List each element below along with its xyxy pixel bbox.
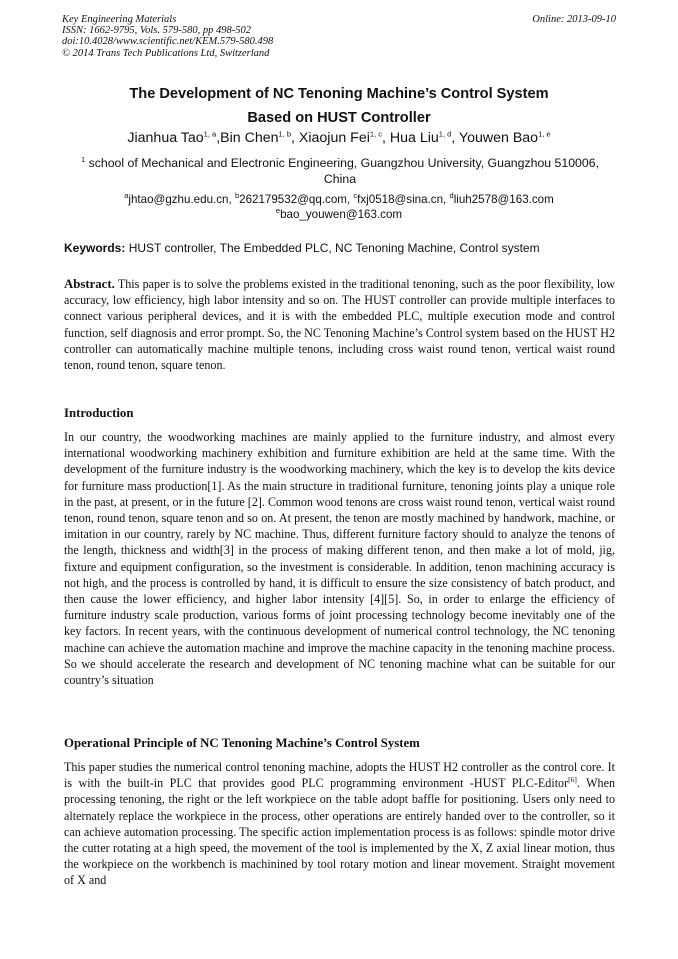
introduction-text: In our country, the woodworking machines are mainly applied to the furniture industry, and almost every international woodworking machinery exhibition and furniture exhibition are held at the same time. With the development of the furniture industry is the woodworking machinery, which the key is to develop the kits device for furniture mass production[1]. As the main structure in traditional furniture, tenoning joints play a unique role in the past, at present, or in the future [2]. Common wood tenons are cross waist round tenon, vertical waist round tenon, round tenon, square tenon and so on. At present, the tenon are mostly machined by handwork, machine, or imitation in our country, rarely by NC machine. Thus, different furniture factory should to analyze the tenons of the length, thickness and width[3] in the process of making different tenon, and then make a lot of mold, jig, fixture and equipment configuration, so the investment is considerable. In addition, tenon machining accuracy is not high, and the process is controlled by hand, it is difficult to ensure the size consistency of batch product, and then cause the lower efficiency, and higher labor intensity [4][5]. So, in order to enlarge the efficiency of furniture industry scale production, various forms of joint processing technology become inevitably one of the key factors. In recent years, with the continuous development of numerical control technology, the NC tenoning machine can achieve the automation machine and improve the machine capacity in the tenoning machine process. So we should accelerate the research and development of NC tenoning machine what can be suitable for our country’s situation — [64, 430, 615, 688]
author-name: , Xiaojun Fei — [291, 130, 370, 146]
abstract — [64, 276, 615, 373]
affiliation-marker: 1 — [80, 154, 86, 164]
author-name: , Youwen Bao — [451, 130, 539, 146]
affiliation — [70, 155, 610, 187]
email-entry — [124, 193, 231, 206]
operational-principle-text — [64, 759, 615, 889]
keywords-label: Keywords: — [64, 241, 126, 255]
operational-principle-heading: Operational Principle of NC Tenoning Machine’s Control System — [64, 736, 420, 750]
abstract-text: This paper is to solve the problems existed in the traditional tenoning, such as the poor flexibility, low accuracy, low efficiency, high labor intensity and so on. The HUST controller can provide multiple interfaces to connect various peripheral devices, and it is with the embedded PLC, multiple execution mode and control function, self diagnosis and error prompt. So, the NC Tenoning Machine’s Control system based on the HUST H2 controller can automatically machine multiple tenons, including cross waist round tenon, vertical waist round tenon, round tenon, square tenon. — [64, 277, 615, 373]
email-entry — [235, 193, 350, 206]
journal-header — [62, 14, 616, 59]
operational-text-part: This paper studies the numerical control tenoning machine, adopts the HUST H2 controller as the control core. It is with the built-in PLC that provides good PLC programming environment -HUST PLC-Editor — [64, 760, 615, 791]
email-marker: b — [234, 191, 240, 201]
keywords — [64, 240, 616, 256]
issn-line: ISSN: 1662-9795, Vols. 579-580, pp 498-502 — [62, 25, 251, 37]
email-address: fxj0518@sina.cn, — [357, 193, 447, 206]
doi-line: doi:10.4028/www.scientific.net/KEM.579-580.498 — [62, 36, 274, 48]
author-affil-marker: 1, e — [538, 129, 551, 139]
email-marker: a — [124, 191, 129, 201]
introduction-heading: Introduction — [64, 406, 134, 420]
affiliation-text: school of Mechanical and Electronic Engineering, Guangzhou University, Guangzhou 510006, China — [88, 156, 599, 186]
journal-name: Key Engineering Materials — [62, 14, 177, 25]
copyright-line: © 2014 Trans Tech Publications Ltd, Switzerland — [62, 47, 270, 59]
title-line-1: The Development of NC Tenoning Machine’s Control System — [129, 86, 549, 102]
author-affil-marker: 1, a — [203, 129, 217, 139]
author-affil-marker: 1, b — [278, 129, 292, 139]
email-entry — [450, 193, 554, 206]
author-name: ,Bin Chen — [216, 130, 279, 146]
author-affil-marker: 1, c — [369, 129, 382, 139]
author-name: , Hua Liu — [381, 130, 439, 146]
abstract-label: Abstract. — [64, 277, 115, 291]
paper-title — [40, 82, 638, 130]
citation-marker: [6] — [568, 775, 577, 785]
author-name: Jianhua Tao — [127, 130, 204, 146]
email-list — [60, 192, 618, 222]
email-marker: e — [275, 206, 281, 216]
online-date: Online: 2013-09-10 — [532, 14, 616, 25]
email-marker: d — [449, 191, 454, 201]
author-list — [30, 128, 648, 148]
email-address: jhtao@gzhu.edu.cn, — [128, 193, 232, 206]
author-affil-marker: 1, d — [438, 129, 452, 139]
title-line-2: Based on HUST Controller — [247, 110, 431, 126]
email-entry — [353, 193, 446, 206]
email-address: bao_youwen@163.com — [280, 208, 403, 221]
email-address: liuh2578@163.com — [453, 193, 554, 206]
operational-text-part: . When processing tenoning, the right or the left workpiece on the table adopt baffle for positioning. Users only need to alternately replace the workpiece in the process, other operations are entirely handed over to the controller, so it can achieve automation processing. The specific action implementation process is as follows: spindle motor drive the cutter rotating at a high speed, the movement of the tool is implemented by the X, Z axial linear motion, thus the workpiece on the workbench is machinined by tool rotary motion and linear movement. Straight movement of X and — [64, 776, 615, 888]
keywords-text: HUST controller, The Embedded PLC, NC Tenoning Machine, Control system — [128, 241, 540, 255]
email-entry — [276, 208, 402, 221]
email-marker: c — [353, 191, 358, 201]
email-address: 262179532@qq.com, — [239, 193, 351, 206]
